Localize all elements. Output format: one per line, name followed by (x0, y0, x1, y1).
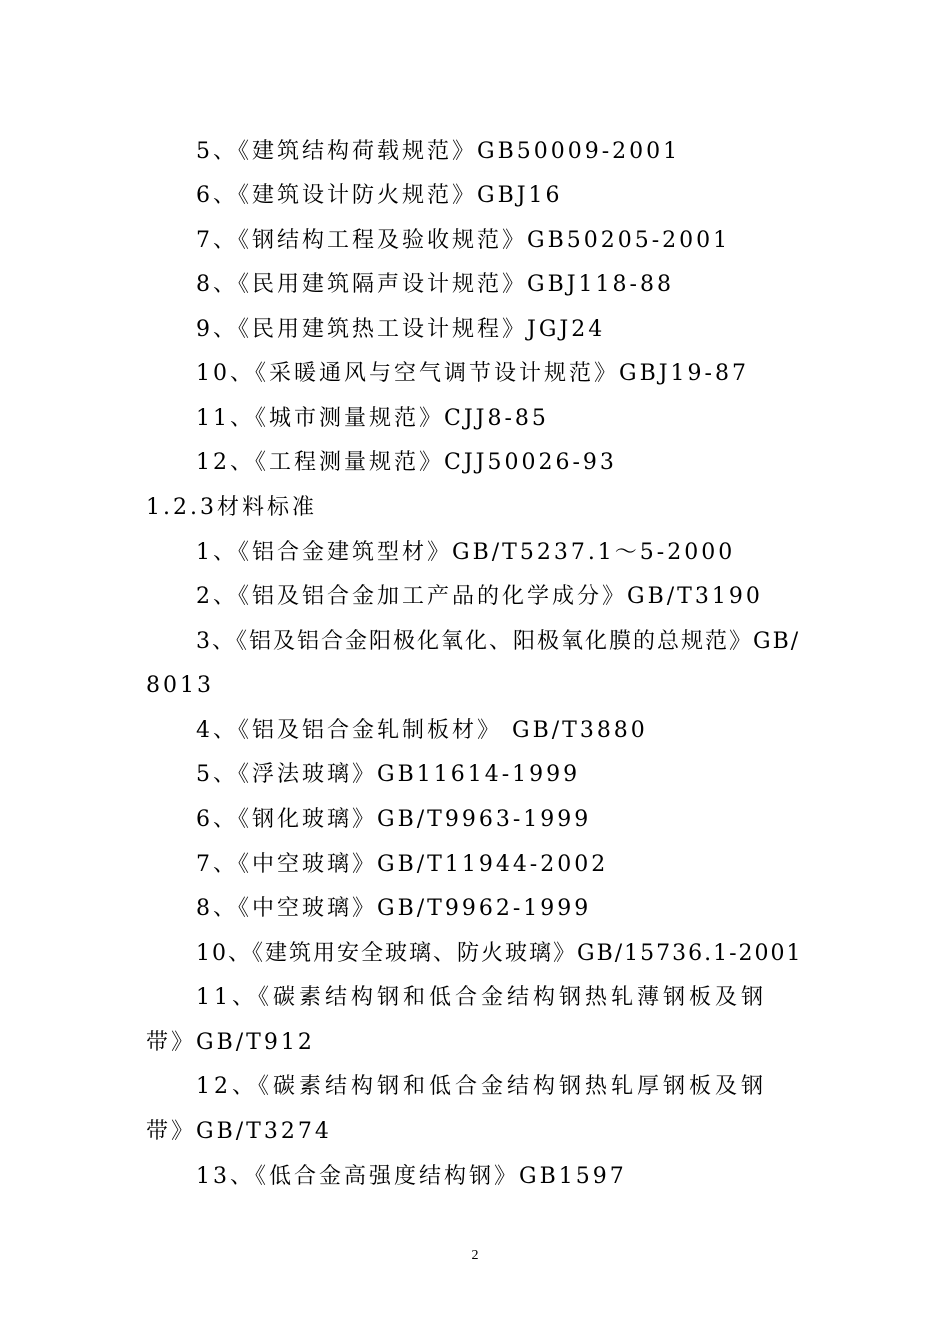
standard-item: 13、《低合金高强度结构钢》GB1597 (196, 1164, 627, 1189)
section-heading: 1.2.3材料标准 (146, 495, 317, 520)
standard-item: 7、《中空玻璃》GB/T11944-2002 (196, 852, 609, 877)
standard-item-continuation: 带》GB/T912 (146, 1030, 315, 1055)
standard-item: 10、《建筑用安全玻璃、防火玻璃》GB/15736.1-2001 (196, 941, 803, 966)
standard-item: 1、《铝合金建筑型材》GB/T5237.1～5-2000 (196, 540, 736, 565)
standard-item: 8、《民用建筑隔声设计规范》GBJ118-88 (196, 272, 674, 297)
standard-item: 4、《铝及铝合金轧制板材》 GB/T3880 (196, 718, 648, 743)
standard-item: 7、《钢结构工程及验收规范》GB50205-2001 (196, 228, 731, 253)
standard-item: 5、《建筑结构荷载规范》GB50009-2001 (196, 139, 681, 164)
standard-item: 10、《采暖通风与空气调节设计规范》GBJ19-87 (196, 361, 749, 386)
standard-item: 3、《铝及铝合金阳极化氧化、阳极氧化膜的总规范》GB/ (196, 629, 801, 654)
page-number: 2 (471, 1248, 479, 1263)
standard-item: 6、《钢化玻璃》GB/T9963-1999 (196, 807, 592, 832)
standard-item-continuation: 带》GB/T3274 (146, 1119, 332, 1144)
standard-item: 2、《铝及铝合金加工产品的化学成分》GB/T3190 (196, 584, 763, 609)
standard-item: 12、《工程测量规范》CJJ50026-93 (196, 450, 617, 475)
standard-item: 9、《民用建筑热工设计规程》JGJ24 (196, 317, 606, 342)
standard-item: 8、《中空玻璃》GB/T9962-1999 (196, 896, 592, 921)
standard-item-continuation: 8013 (146, 673, 214, 698)
standard-item: 11、《城市测量规范》CJJ8-85 (196, 406, 549, 431)
standard-item: 6、《建筑设计防火规范》GBJ16 (196, 183, 563, 208)
standard-item: 11、《碳素结构钢和低合金结构钢热轧薄钢板及钢 (196, 985, 767, 1010)
standard-item: 5、《浮法玻璃》GB11614-1999 (196, 762, 581, 787)
standard-item: 12、《碳素结构钢和低合金结构钢热轧厚钢板及钢 (196, 1074, 767, 1099)
